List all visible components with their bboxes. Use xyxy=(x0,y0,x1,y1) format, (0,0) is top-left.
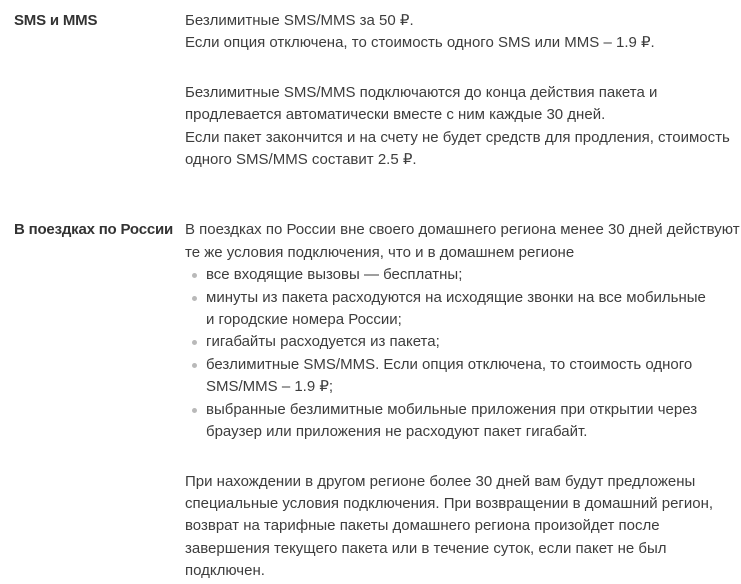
bullet-dot-icon xyxy=(192,340,197,345)
text-line: безлимитные SMS/MMS. Если опция отключена, то стоимость одного xyxy=(206,355,693,373)
bullet-dot-icon xyxy=(192,408,197,413)
section-row xyxy=(14,219,741,582)
section-label: В поездках по России xyxy=(14,221,174,239)
text-line: Если пакет закончится и на счету не будет средств для продления, стоимость xyxy=(185,128,730,146)
text-line: SMS/MMS – 1.9 ₽; xyxy=(206,378,334,396)
text-line: В поездках по России вне своего домашнего региона менее 30 дней действуют xyxy=(185,221,740,239)
bullet-item xyxy=(185,399,741,444)
text-line: завершения текущего пакета или в течение суток, если пакет не был xyxy=(185,539,667,557)
bullet-item xyxy=(185,287,741,332)
section-body xyxy=(185,219,741,582)
bullet-dot-icon xyxy=(192,273,197,278)
text-line: все входящие вызовы — бесплатны; xyxy=(206,266,463,284)
text-line: те же условия подключения, что и в домашнем регионе xyxy=(185,243,575,261)
bullet-text xyxy=(206,264,462,286)
bullet-item xyxy=(185,354,741,399)
bullet-dot-icon xyxy=(192,363,197,368)
text-line: Безлимитные SMS/MMS за 50 ₽. xyxy=(185,12,414,29)
bullet-text xyxy=(206,331,440,353)
text-line: Если опция отключена, то стоимость одного SMS или MMS – 1.9 ₽. xyxy=(185,34,655,52)
text-line: выбранные безлимитные мобильные приложения при открытии через xyxy=(206,400,698,418)
paragraph xyxy=(185,219,741,264)
tariff-sections xyxy=(14,10,741,583)
bullet-text xyxy=(206,354,692,399)
text-line: подключен. xyxy=(185,562,265,580)
text-line: Безлимитные SMS/MMS подключаются до конца действия пакета и xyxy=(185,83,658,101)
text-line: возврат на тарифные пакеты домашнего региона произойдет после xyxy=(185,517,660,535)
bullet-dot-icon xyxy=(192,296,197,301)
section-label: SMS и MMS xyxy=(14,12,98,29)
text-line: и городские номера России; xyxy=(206,311,402,329)
bullet-item xyxy=(185,331,741,353)
text-line: При нахождении в другом регионе более 30 дней вам будут предложены xyxy=(185,472,696,490)
text-line: гигабайты расходуется из пакета; xyxy=(206,333,440,351)
bullet-list xyxy=(185,264,741,443)
text-line: специальные условия подключения. При возвращении в домашний регион, xyxy=(185,494,714,512)
paragraph xyxy=(185,82,741,172)
paragraph xyxy=(185,10,741,55)
section-row xyxy=(14,10,741,171)
paragraph xyxy=(185,471,741,583)
text-line: продлевается автоматически вместе с ним каждые 30 дней. xyxy=(185,106,606,124)
bullet-text xyxy=(206,287,706,332)
section-body xyxy=(185,10,741,171)
bullet-item xyxy=(185,264,741,286)
text-line: одного SMS/MMS составит 2.5 ₽. xyxy=(185,151,417,169)
bullet-text xyxy=(206,399,697,444)
text-line: браузер или приложения не расходуют пакет гигабайт. xyxy=(206,423,588,441)
text-line: минуты из пакета расходуются на исходящие звонки на все мобильные xyxy=(206,288,706,306)
